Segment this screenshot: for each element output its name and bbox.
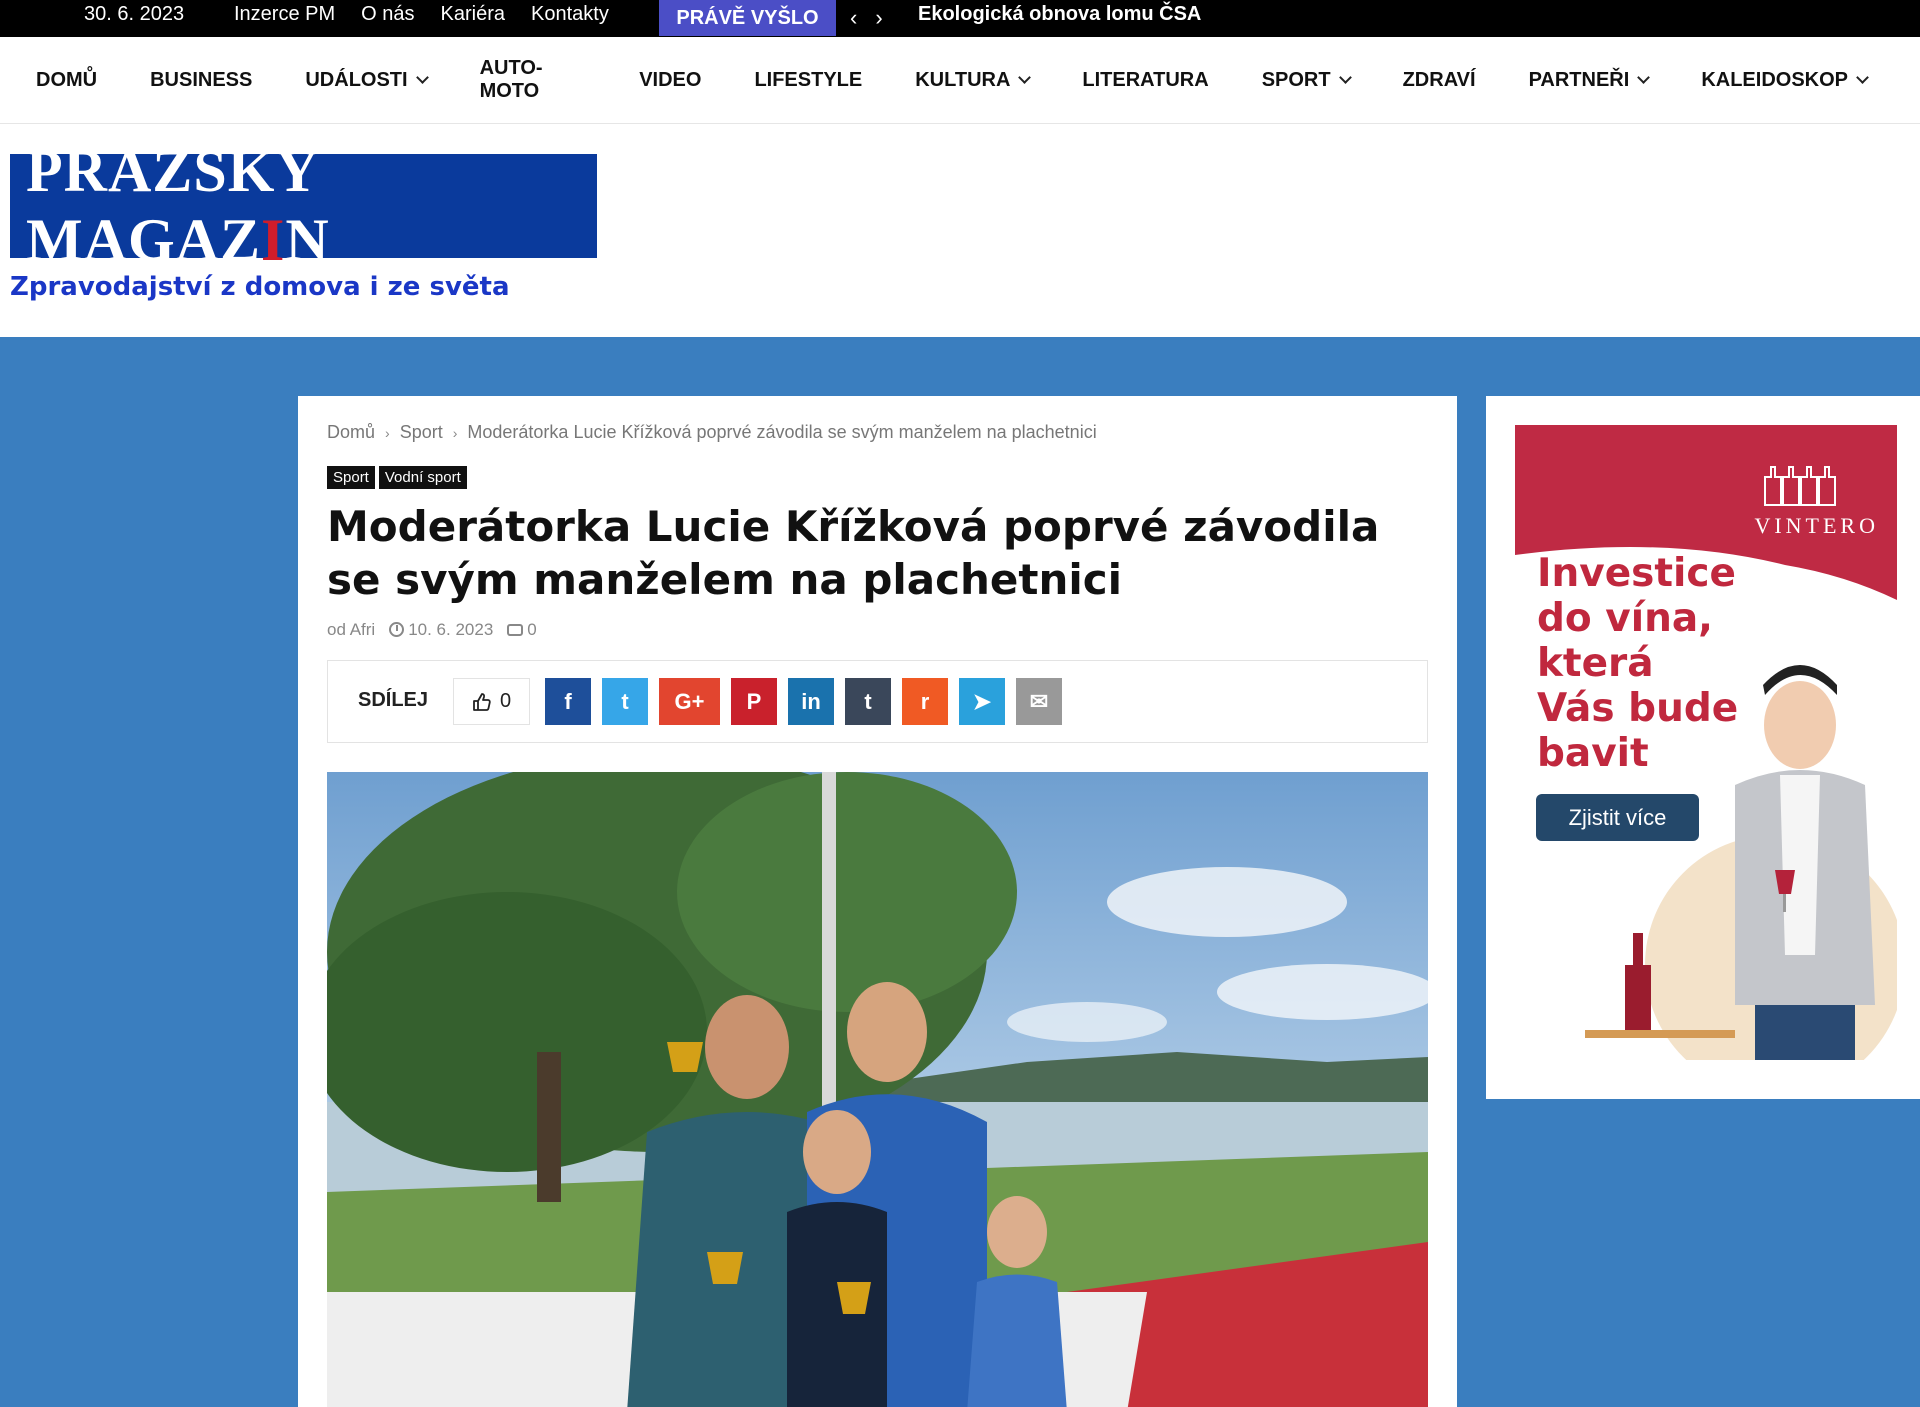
ticker-arrows [850, 0, 883, 36]
thumbs-up-icon [472, 692, 492, 712]
top-links [234, 3, 609, 26]
nav-item-label: PARTNEŘI [1528, 68, 1630, 91]
nav-item-dom-[interactable] [36, 69, 97, 92]
chevron-right-icon: › [385, 424, 390, 441]
nav-item-label: DOMŮ [36, 68, 98, 91]
chevron-down-icon [1856, 71, 1869, 84]
tag-vodni-sport[interactable]: Vodní sport [379, 466, 467, 489]
comments-wrap[interactable] [507, 620, 536, 640]
like-button[interactable] [453, 678, 530, 725]
share-tumblr-button[interactable] [845, 678, 891, 725]
article-photo-image [327, 772, 1428, 1407]
article-title: Moderátorka Lucie Křížková poprvé závodila se svým manželem na plachetnici [327, 502, 1380, 604]
breadcrumb-home[interactable]: Domů [327, 422, 376, 442]
nav-item-label: ZDRAVÍ [1402, 68, 1476, 91]
nav-item-label: KALEIDOSKOP [1701, 68, 1848, 91]
nav-item-label: KULTURA [915, 68, 1011, 91]
ad-cta-button[interactable]: Zjistit více [1536, 794, 1699, 841]
comment-count: 0 [527, 620, 537, 639]
top-bar [0, 0, 1920, 37]
breadcrumb-sport[interactable]: Sport [399, 422, 443, 442]
main-navigation [0, 37, 1920, 124]
pinterest-icon: P [746, 688, 762, 714]
nav-item-video[interactable] [639, 69, 701, 92]
nav-item-label: SPORT [1261, 68, 1331, 91]
top-link-kontakty[interactable]: Kontakty [531, 3, 609, 25]
share-twitter-button[interactable] [602, 678, 648, 725]
nav-item-auto-moto[interactable] [480, 57, 587, 103]
telegram-icon: ➤ [972, 688, 992, 714]
article-date-wrap [389, 620, 493, 640]
ad-illustration [1585, 625, 1897, 1060]
nav-item-label: LIFESTYLE [754, 68, 863, 91]
ad-headline: Investice do vína, která Vás bude bavit [1537, 551, 1739, 776]
tumblr-icon: t [864, 688, 872, 714]
share-linkedin-button[interactable] [788, 678, 834, 725]
top-link-kariera[interactable]: Kariéra [440, 3, 505, 25]
share-buttons [545, 678, 1062, 725]
tag-sport[interactable]: Sport [327, 466, 375, 489]
current-date: 30. 6. 2023 [84, 3, 185, 25]
nav-item-label: AUTO-MOTO [479, 57, 543, 102]
article-date: 10. 6. 2023 [408, 620, 494, 639]
sidebar-ad-box [1486, 396, 1920, 1099]
share-label: SDÍLEJ [358, 689, 429, 711]
logo-text: PRAŽSKÝ MAGAZIN [26, 138, 330, 273]
nav-item-label: BUSINESS [150, 68, 253, 91]
nav-item-label: LITERATURA [1082, 68, 1209, 91]
breadcrumb [327, 422, 1097, 443]
google-plus-icon: G+ [674, 688, 705, 714]
nav-item-label: UDÁLOSTI [305, 68, 408, 91]
nav-item-partne-i[interactable] [1529, 69, 1649, 92]
chevron-right-icon: › [452, 424, 458, 441]
nav-item-sport[interactable] [1262, 69, 1350, 92]
chevron-down-icon [1019, 71, 1032, 84]
chevron-right-icon[interactable]: › [875, 5, 883, 30]
comment-icon [507, 624, 523, 636]
email-icon: ✉ [1029, 688, 1049, 714]
article-photo[interactable] [327, 772, 1428, 1407]
share-facebook-button[interactable] [545, 678, 591, 725]
chevron-down-icon [1339, 71, 1352, 84]
nav-item-literatura[interactable] [1082, 69, 1208, 92]
nav-list [36, 37, 1920, 123]
share-email-button[interactable] [1016, 678, 1062, 725]
site-tagline: Zpravodajství z domova i ze světa [10, 272, 510, 302]
nav-item-kultura[interactable] [915, 69, 1029, 92]
breaking-news-label: PRÁVĚ VYŠLO [659, 0, 836, 36]
top-link-o-nas[interactable]: O nás [361, 3, 415, 25]
article-tags [327, 466, 467, 489]
chevron-down-icon [416, 71, 429, 84]
chevron-left-icon[interactable]: ‹ [850, 5, 858, 30]
nav-item-lifestyle[interactable] [754, 69, 862, 92]
nav-item-zdrav-[interactable] [1403, 69, 1476, 92]
nav-item-business[interactable] [150, 69, 252, 92]
ad-brand: VINTERO [1754, 513, 1879, 538]
facebook-icon: f [564, 688, 572, 714]
share-pinterest-button[interactable] [731, 678, 777, 725]
breadcrumb-current: Moderátorka Lucie Křížková poprvé závodila se svým manželem na plachetnici [467, 422, 1097, 442]
share-google-plus-button[interactable] [659, 678, 720, 725]
reddit-icon: r [920, 688, 930, 714]
nav-item-label: VIDEO [639, 68, 702, 91]
article-card [298, 396, 1457, 1407]
chevron-down-icon [1637, 71, 1650, 84]
linkedin-icon: in [801, 688, 821, 714]
like-count: 0 [499, 690, 512, 712]
breaking-news-headline[interactable]: Ekologická obnova lomu ČSA [918, 3, 1202, 25]
share-reddit-button[interactable] [902, 678, 948, 725]
clock-icon [389, 622, 404, 637]
nav-item-kaleidoskop[interactable] [1701, 69, 1867, 92]
share-bar [327, 660, 1428, 743]
share-telegram-button[interactable] [959, 678, 1005, 725]
nav-item-ud-losti[interactable] [305, 69, 426, 92]
article-author[interactable]: od Afri [327, 620, 376, 639]
top-link-inzerce[interactable]: Inzerce PM [234, 3, 336, 25]
vintero-ad[interactable] [1515, 425, 1897, 1060]
site-header [0, 124, 1920, 337]
article-meta [327, 620, 537, 640]
twitter-icon: t [621, 688, 629, 714]
site-logo[interactable] [10, 138, 597, 273]
